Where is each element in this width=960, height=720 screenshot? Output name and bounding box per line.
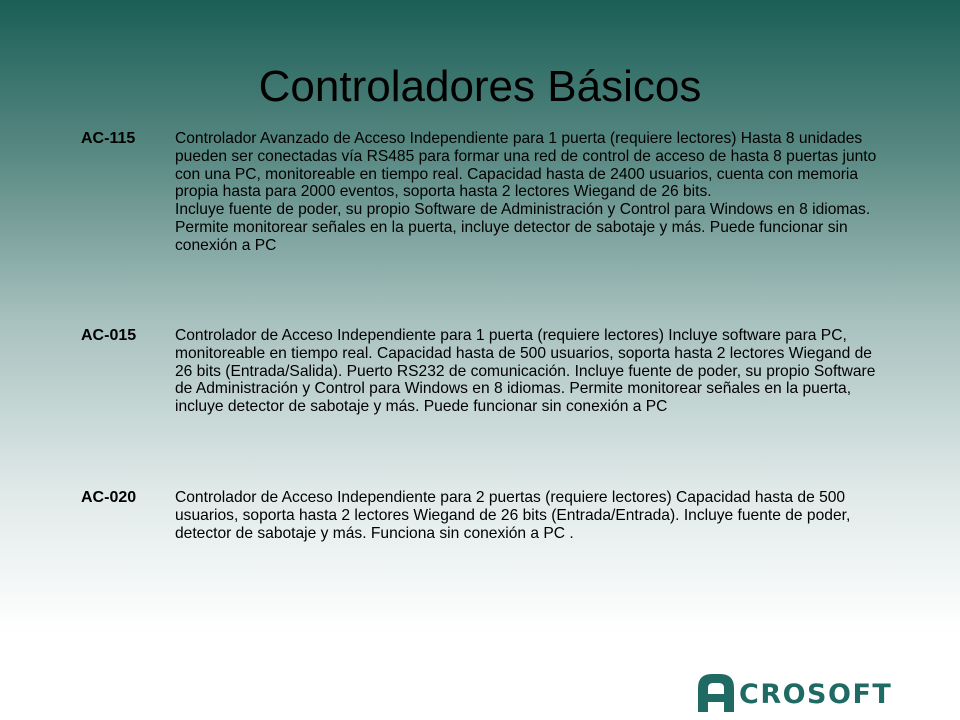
logo-text: CROSOFT — [739, 679, 893, 710]
product-description-paragraph: Controlador Avanzado de Acceso Independiente para 1 puerta (requiere lectores) Hasta 8 unidades pueden ser conectadas vía RS485 para formar una red de control de acceso de hasta 8 puertas junto con una PC, monitoreable en tiempo real. Capacidad hasta de 2400 usuarios, cuenta con memoria propia hasta para 2000 eventos, soporta hasta 2 lectores Wiegand de 26 bits. — [175, 130, 877, 201]
product-description-paragraph: Incluye fuente de poder, su propio Software de Administración y Control para Windows en 8 idiomas. Permite monitorear señales en la puerta, incluye detector de sabotaje y más. Puede funcionar sin conexión a PC — [175, 201, 871, 254]
slide-title: Controladores Básicos — [258, 62, 702, 111]
logo-a-mark-icon — [696, 672, 736, 712]
product-description — [175, 130, 885, 255]
product-description — [175, 489, 885, 542]
product-description — [175, 327, 885, 416]
product-code: AC-015 — [81, 327, 137, 344]
product-description-paragraph: Controlador de Acceso Independiente para 2 puertas (requiere lectores) Capacidad hasta de 500 usuarios, soporta hasta 2 lectores Wiegand de 26 bits (Entrada/Entrada). Incluye fuente de poder, detector de sabotaje y más. Funciona sin conexión a PC . — [175, 489, 851, 542]
product-description-paragraph: Controlador de Acceso Independiente para 1 puerta (requiere lectores) Incluye software para PC, monitoreable en tiempo real. Capacidad hasta de 500 usuarios, soporta hasta 2 lectores Wiegand de 26 bits (Entrada/Salida). Puerto RS232 de comunicación. Incluye fuente de poder, su propio Software de Administración y Control para Windows en 8 idiomas. Permite monitorear señales en la puerta, incluye detector de sabotaje y más. Puede funcionar sin conexión a PC — [175, 327, 876, 416]
product-code: AC-115 — [81, 130, 136, 147]
company-logo — [696, 672, 928, 712]
product-code: AC-020 — [81, 489, 137, 506]
